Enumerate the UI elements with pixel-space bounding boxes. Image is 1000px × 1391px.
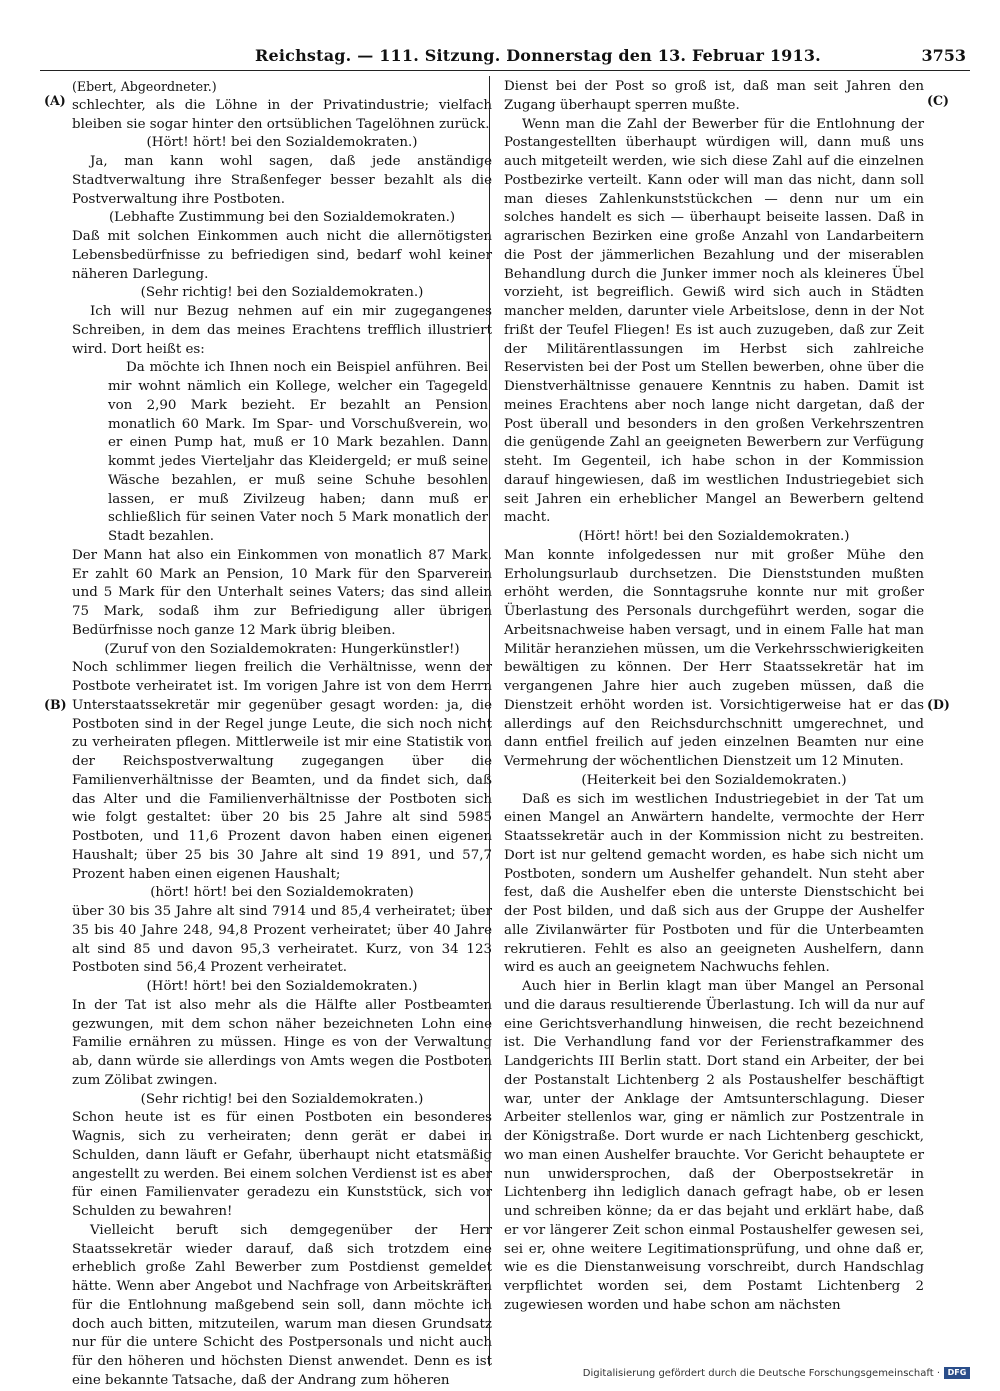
paragraph: Dienst bei der Post so groß ist, daß man seit Jahren den Zugang überhaupt sperren mußte. <box>504 79 924 113</box>
paragraph: Ja, man kann wohl sagen, daß jede anständige Stadtverwaltung ihre Straßenfeger besser bezahlt als die Postverwaltung ihre Postboten. <box>72 154 492 207</box>
interjection: (Hört! hört! bei den Sozialdemokraten.) <box>146 135 418 151</box>
paragraph: Daß mit solchen Einkommen auch nicht die allernötigsten Lebensbedürfnisse zu befriedigen sind, bedarf wohl keiner näheren Darlegung. <box>72 229 492 282</box>
paragraph: Noch schlimmer liegen freilich die Verhältnisse, wenn der Postbote verheiratet ist. Im vorigen Jahre ist von dem Herrn Unterstaatssekretär mir gegenüber gesagt worden: ja, die Postboten sind in der Regel junge Leute, die sich noch nicht zu verheiraten pflegen. Mittlerweile ist mir eine Statistik von der Reichspostverwaltung zugegangen über die Familienverhältnisse der Beamten, und da findet sich, daß das Alter und die Familienverhältnisse der Postboten sich wie folgt gestaltet: über 20 bis 25 Jahre alt sind 5985 Postboten, und 11,6 Prozent davon haben einen eigenen Haushalt; über 25 bis 30 Jahre alt sind 19 891, und 57,7 Prozent haben einen eigenen Haushalt; <box>72 660 492 882</box>
interjection: (Sehr richtig! bei den Sozialdemokraten.) <box>140 1091 424 1107</box>
paragraph: Ich will nur Bezug nehmen auf ein mir zugegangenes Schreiben, in dem das meines Erachtens trefflich illustriert wird. Dort heißt es: <box>72 304 492 357</box>
interjection: (Hört! hört! bei den Sozialdemokraten.) <box>578 529 850 544</box>
paragraph: Schon heute ist es für einen Postboten ein besonderes Wagnis, sich zu verheiraten; denn gerät er dabei in Schulden, dann läuft er Gefahr, überhaupt nicht etatsmäßig angestellt zu werden. Bei einem solchen Verdienst ist es aber für einen Familienvater geradezu ein Kunststück, sich vor Schulden zu bewahren! <box>72 1110 492 1219</box>
interjection: (Zuruf von den Sozialdemokraten: Hungerkünstler!) <box>104 641 460 657</box>
column-divider <box>489 76 490 1366</box>
paragraph: Auch hier in Berlin klagt man über Mangel an Personal und die daraus resultierende Überlastung. Ich will da nur auf eine Gerichtsverhandlung hinweisen, die recht bezeichnend ist. Die Verhandlung fand vor der Ferienstrafkammer des Landgerichts III Berlin statt. Dort stand ein Arbeiter, der bei der Postanstalt Lichtenberg 2 als Postaushelfer beschäftigt war, unter der Anklage der Amtsunterschlagung. Dieser Arbeiter stellenlos war, ging er nämlich zur Postzentrale in der Königstraße. Dort wurde er nach Lichtenberg geschickt, wo man einen Aushelfer brauchte. Vor Gericht behauptete er nun unwidersprochen, daß der Oberpostsekretär in Lichtenberg ihn lediglich danach gefragt habe, ob er lesen und schreiben könne; da er das bejaht und erklärt habe, daß er vor längerer Zeit schon einmal Postaushelfer gewesen sei, sei er, ohne weitere Legitimationsprüfung, und ohne daß er, wie es die Dienstanweisung vorschreibt, durch Handschlag verpflichtet worden sei, dem Postamt Lichtenberg 2 zugewiesen worden und habe schon am nächsten <box>504 979 924 1313</box>
right-column <box>504 78 924 1316</box>
paragraph: In der Tat ist also mehr als die Hälfte aller Postbeamten gezwungen, mit dem schon näher bezeichneten Lohn eine Familie ernähren zu müssen. Hinge es von der Verwaltung ab, dann würde sie allerdings von Amts wegen die Postboten zum Zölibat zwingen. <box>72 997 492 1088</box>
interjection: (Hört! hört! bei den Sozialdemokraten.) <box>146 979 418 994</box>
margin-mark-c: (C) <box>927 93 949 108</box>
paragraph: Daß es sich im westlichen Industriegebiet in der Tat um einen Mangel an Anwärtern handelte, vermochte der Herr Staatssekretär auch in der Kommission nicht zu bestreiten. Dort ist nur geltend gemacht worden, es habe sich nicht um Postboten, sondern um Aushelfer gehandelt. Nun steht aber fest, daß die Aushelfer eben die unterste Dienstschicht bei der Post bilden, und daß sich aus der Gruppe der Aushelfer alle Zivilanwärter für Postboten und für die Unterbeamten rekrutieren. Fehlt es also an geeigneten Aushelfern, dann wird es auch an geeignetem Nachwuchs fehlen. <box>504 791 924 976</box>
paragraph: schlechter, als die Löhne in der Privatindustrie; vielfach bleiben sie sogar hinter den ortsüblichen Tagelöhnen zurück. <box>72 97 492 132</box>
paragraph: Vielleicht beruft sich demgegenüber der Herr Staatssekretär wieder darauf, daß sich trotzdem eine erheblich große Zahl Bewerber zum Postdienst gemeldet hätte. Wenn aber Angebot und Nachfrage von Arbeitskräften für die Entlohnung maßgebend sein soll, dann möchte ich doch auch bitten, mitzuteilen, warum man diesen Grundsatz nur für die untere Schicht des Postpersonals und nicht auch für den höheren und höchsten Dienst anwendet. Denn es ist eine bekannte Tatsache, daß der Andrang zum höheren <box>72 1222 492 1388</box>
left-column <box>72 78 492 1391</box>
speaker-attribution: (Ebert, Abgeordneter.) <box>72 79 217 94</box>
paragraph: Man konnte infolgedessen nur mit großer Mühe den Erholungsurlaub durchsetzen. Die Dienststunden mußten erhöht werden, die Sonntagsruhe konnte nur mit großer Überlastung des Personals durchgeführt werden, sogar die Arbeitsnachweise haben versagt, und in einem Falle hat man Militär heranziehen müssen, um die Verkehrsschwierigkeiten bewältigen zu können. Der Herr Staatssekretär hat im vergangenen Jahre hier auch zugeben müssen, daß die Dienstzeit erhöht worden ist. Vorsichtigerweise hat er das allerdings auf den Reichsdurchschnitt umgerechnet, und dann entfiel freilich auf jeden einzelnen Beamten nur eine Vermehrung der wöchentlichen Dienstzeit um 12 Minuten. <box>504 547 924 769</box>
paragraph: Der Mann hat also ein Einkommen von monatlich 87 Mark. Er zahlt 60 Mark an Pension, 10 Mark für den Sparverein und 5 Mark für den Unterhalt seines Vaters; das sind allein 75 Mark, sodaß ihm zur Befriedigung aller übrigen Bedürfnisse noch ganze 12 Mark übrig bleiben. <box>72 547 492 638</box>
margin-mark-b: (B) <box>44 697 67 712</box>
credit-text: Digitalisierung gefördert durch die Deutsche Forschungsgemeinschaft · <box>582 1367 940 1379</box>
page-number: 3753 <box>921 46 966 65</box>
margin-mark-a: (A) <box>44 93 66 108</box>
margin-mark-d: (D) <box>927 697 950 712</box>
paragraph: Wenn man die Zahl der Bewerber für die Entlohnung der Postangestellten überhaupt würdigen will, dann muß uns auch mitgeteilt werden, wie sich diese Zahl auf die einzelnen Postbezirke verteilt. Kann oder will man das nicht, dann soll man dieses Zahlenkunststückchen — denn nur um ein solches handelt es sich — überhaupt beiseite lassen. Daß in agrarischen Bezirken eine große Anzahl von Landarbeitern die Post der jämmerlichen Bezahlung und der miserablen Behandlung durch die Junker immer noch als kleineres Übel vorzieht, ist begreiflich. Gewiß wird sich auch in Städten mancher melden, darunter viele Arbeitslose, denn in der Not frißt der Teufel Fliegen! Es ist auch zuzugeben, daß zur Zeit der Militärentlassungen im Herbst sich zahlreiche Reservisten bei der Post um Stellen bewerben, ohne über die Dienstverhältnisse genauere Kenntnis zu haben. Damit ist meines Erachtens aber noch lange nicht dargetan, daß der Post überall und besonders in den großen Verkehrszentren die genügende Zahl an geeigneten Bewerbern zur Verfügung steht. Im Gegenteil, ich habe schon in der Kommission darauf hingewiesen, daß im westlichen Industriegebiet sich seit Jahren ein erheblicher Mangel an Bewerbern geltend macht. <box>504 116 924 526</box>
header-title: Reichstag. — 111. Sitzung. Donnerstag den 13. Februar 1913. <box>255 46 821 65</box>
dfg-logo: DFG <box>944 1367 970 1379</box>
paragraph: über 30 bis 35 Jahre alt sind 7914 und 85,4 verheiratet; über 35 bis 40 Jahre 248, 94,8 Prozent verheiratet; über 40 Jahre alt sind 85 und davon 95,3 verheiratet. Kurz, von 34 123 Postboten sind 56,4 Prozent verheiratet. <box>72 904 492 976</box>
quoted-letter: Da möchte ich Ihnen noch ein Beispiel anführen. Bei mir wohnt nämlich ein Kollege, welcher ein Tagegeld von 2,90 Mark bezieht. Er bezahlt an Pension monatlich 60 Mark. Im Spar- und Vorschußverein, wo er einen Pump hat, muß er 10 Mark bezahlen. Dann kommt jedes Vierteljahr das Kleidergeld; er muß seine Wäsche bezahlen, er muß seine Schuhe besohlen lassen, er muß Zivilzeug haben; dann muß er schließlich für seinen Vater noch 5 Mark monatlich der Stadt bezahlen. <box>108 360 488 544</box>
interjection: (Sehr richtig! bei den Sozialdemokraten.) <box>140 285 424 301</box>
interjection: (hört! hört! bei den Sozialdemokraten) <box>150 885 414 901</box>
interjection: (Lebhafte Zustimmung bei den Sozialdemokraten.) <box>108 210 456 226</box>
interjection: (Heiterkeit bei den Sozialdemokraten.) <box>581 772 847 788</box>
digitization-credit <box>583 1367 970 1379</box>
running-header <box>40 44 970 71</box>
